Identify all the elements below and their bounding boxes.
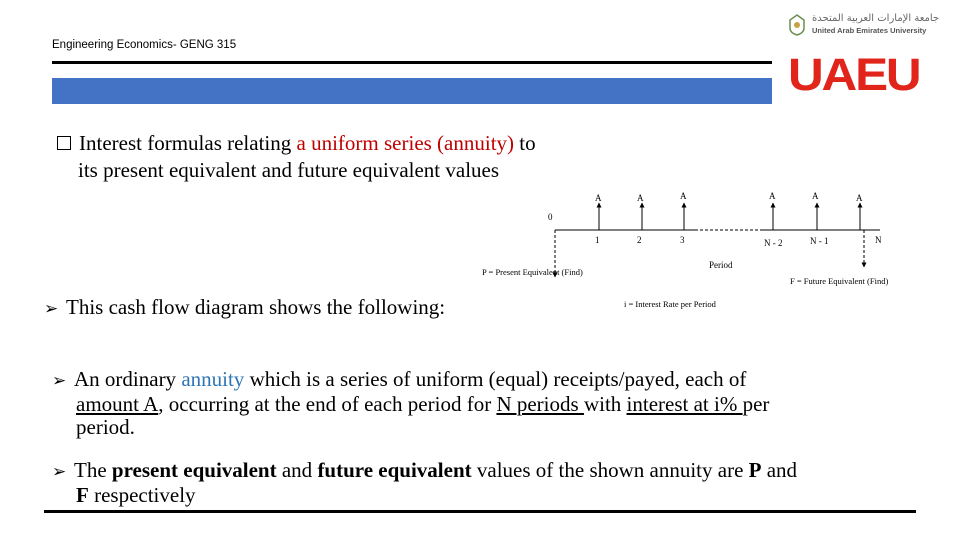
b2-t10: period. <box>76 415 135 439</box>
b2-t5: , occurring at the end of each period for <box>158 392 497 416</box>
bullet-text: This cash flow diagram shows the following: <box>66 295 446 319</box>
annuity-arrows <box>599 203 860 230</box>
period-label: N - 1 <box>810 236 829 246</box>
b3-present: present equivalent <box>111 458 277 482</box>
university-emblem-icon <box>788 14 806 36</box>
annuity-label: A <box>680 191 687 201</box>
zero-label: 0 <box>548 212 553 222</box>
b3-f: F <box>76 483 89 507</box>
arrow-bullet-icon: ➢ <box>44 299 59 319</box>
period-label: 2 <box>637 235 642 245</box>
bullet-annuity-definition <box>52 368 922 439</box>
b2-periods: N periods <box>496 392 584 416</box>
bullet-diagram-summary <box>44 296 445 321</box>
logo-arabic-name: جامعة الإمارات العربية المتحدة <box>812 13 940 24</box>
annuity-label: A <box>812 191 819 201</box>
header-blue-bar <box>52 78 772 104</box>
b2-amount: amount A <box>76 392 159 416</box>
period-caption: Period <box>709 260 733 270</box>
b2-annuity-word: annuity <box>181 367 245 391</box>
intro-text <box>57 130 617 184</box>
interest-rate-label: i = Interest Rate per Period <box>624 299 716 309</box>
b2-t1: An ordinary <box>74 367 182 391</box>
arrow-bullet-icon: ➢ <box>52 462 67 482</box>
b3-t3: and <box>276 458 318 482</box>
annuity-label: A <box>595 193 602 203</box>
b3-future: future equivalent <box>317 458 472 482</box>
logo-english-name: United Arab Emirates University <box>812 26 927 35</box>
intro-line2: its present equivalent and future equivalent values <box>78 158 500 182</box>
bullet-equivalents <box>52 459 922 507</box>
b2-interest: interest at i% <box>626 392 743 416</box>
period-label: N <box>875 235 882 245</box>
b3-p: P <box>748 458 762 482</box>
b3-t7: and <box>761 458 798 482</box>
bottom-rule <box>44 510 916 513</box>
b3-t1: The <box>74 458 112 482</box>
top-rule <box>52 61 772 64</box>
b2-t3: which is a series of uniform (equal) receipts/payed, each of <box>244 367 747 391</box>
cash-flow-diagram <box>470 185 940 315</box>
annuity-label: A <box>856 193 863 203</box>
annuity-label: A <box>769 191 776 201</box>
intro-red-phrase: a uniform series (annuity) <box>296 131 515 155</box>
uaeu-logo: UAEU <box>788 49 920 100</box>
period-label: 1 <box>595 235 600 245</box>
checkbox-bullet-icon <box>57 136 71 150</box>
annuity-label: A <box>637 193 644 203</box>
arrow-bullet-icon: ➢ <box>52 371 67 391</box>
b2-t9: per <box>742 392 770 416</box>
course-title: Engineering Economics- GENG 315 <box>52 39 237 51</box>
intro-part3: to <box>514 131 536 155</box>
b3-t5: values of the shown annuity are <box>471 458 749 482</box>
period-label: N - 2 <box>764 238 783 248</box>
present-equivalent-label: P = Present Equivalent (Find) <box>482 267 583 277</box>
period-label: 3 <box>680 235 685 245</box>
future-equivalent-label: F = Future Equivalent (Find) <box>790 276 889 286</box>
b2-t7: with <box>583 392 627 416</box>
b3-t9: respectively <box>88 483 196 507</box>
intro-part1: Interest formulas relating <box>79 131 297 155</box>
